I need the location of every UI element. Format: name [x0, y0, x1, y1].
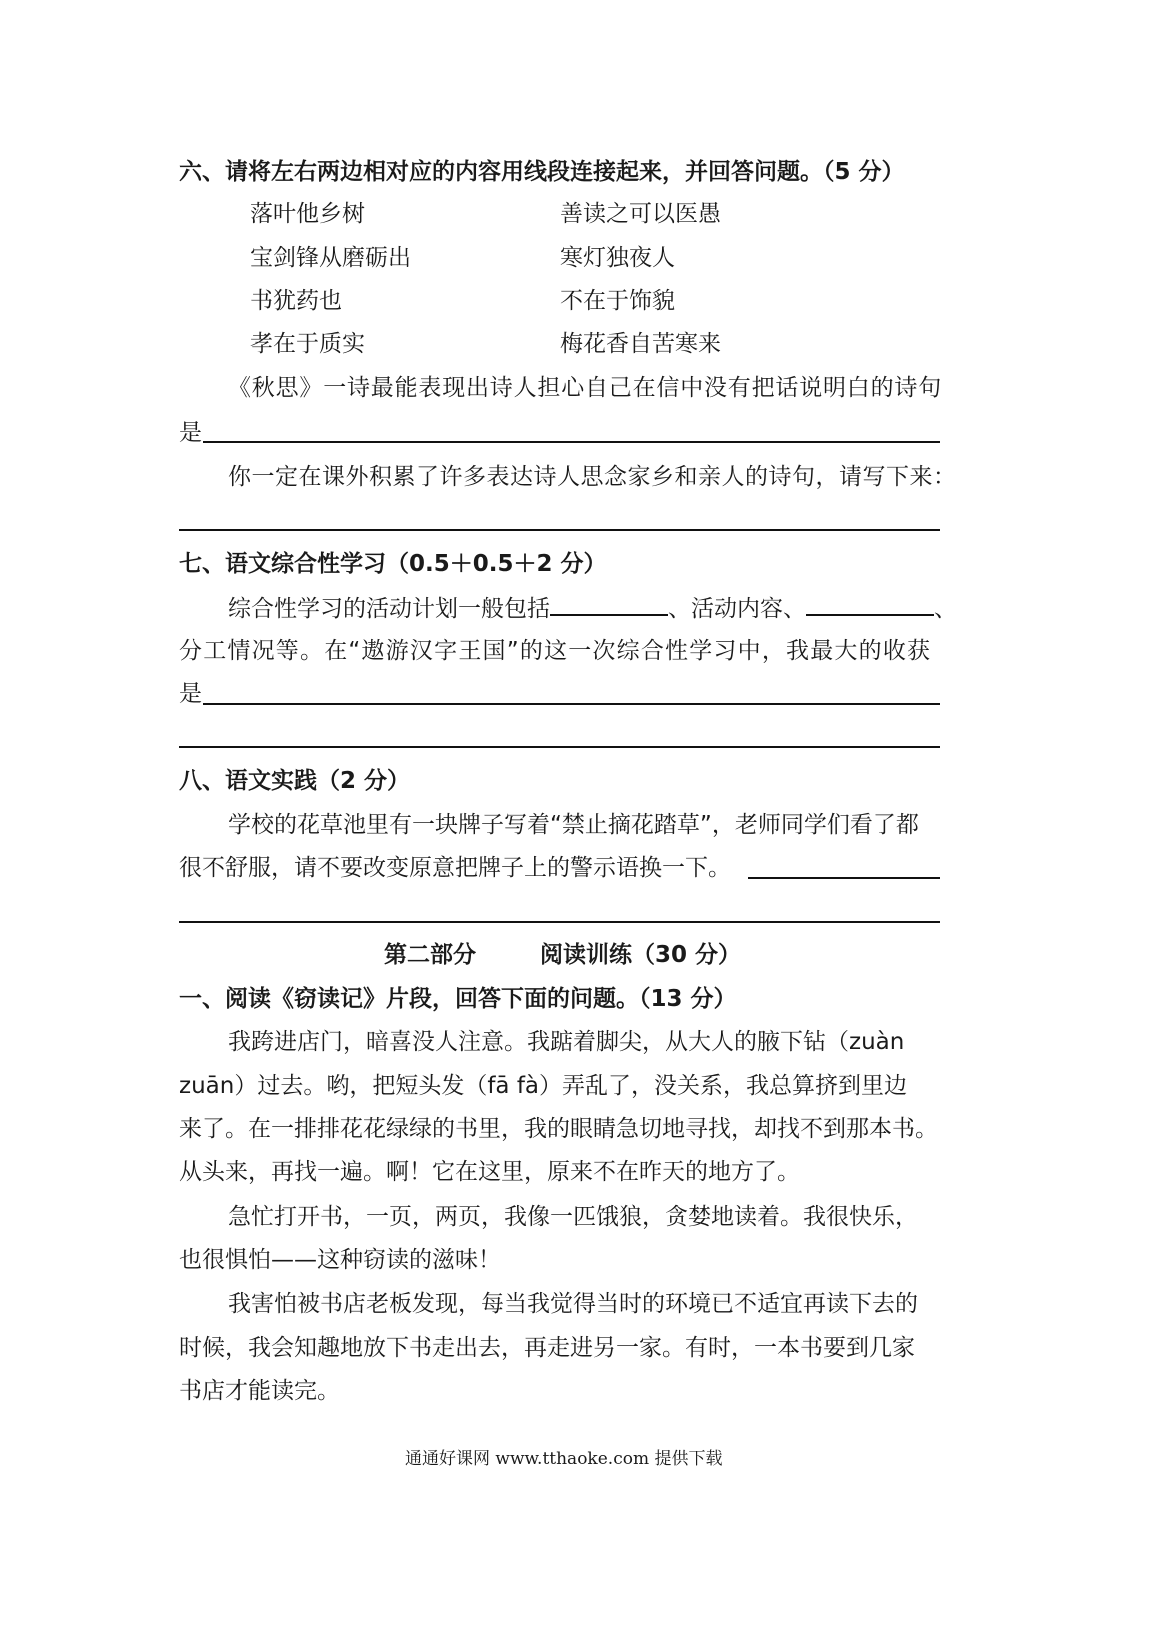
footer-credit: 通通好课网 www.tthaoke.com 提供下载	[405, 1449, 723, 1469]
passage-line: 来了。在一排排花花绿绿的书里，我的眼睛急切地寻找，却找不到那本书。	[179, 1116, 938, 1142]
q6-question-2: 你一定在课外积累了许多表达诗人思念家乡和亲人的诗句，请写下来：	[228, 464, 957, 490]
q8-line-1: 学校的花草池里有一块牌子写着“禁止摘花踏草”，老师同学们看了都	[228, 812, 919, 838]
q6-answer-blank-1[interactable]	[203, 441, 940, 443]
match-right-item: 不在于饰貌	[560, 288, 675, 314]
match-left-item: 落叶他乡树	[250, 201, 365, 227]
q7-answer-blank[interactable]	[203, 703, 940, 705]
q6-question-1-cont: 是	[179, 420, 202, 446]
q7-line-3: 是	[179, 681, 202, 707]
part2-title: 阅读训练（30 分）	[540, 942, 742, 968]
q7-line-2: 分工情况等。在“遨游汉字王国”的这一次综合性学习中，我最大的收获	[179, 638, 932, 664]
match-left-item: 书犹药也	[250, 288, 342, 314]
q6-answer-blank-2[interactable]	[179, 529, 940, 531]
r1-heading: 一、阅读《窃读记》片段，回答下面的问题。（13 分）	[179, 986, 737, 1012]
q7-blank-1[interactable]	[550, 592, 668, 616]
match-right-item: 寒灯独夜人	[560, 245, 675, 271]
match-right-item: 善读之可以医愚	[560, 201, 721, 227]
q7-text-b: 、活动内容、	[668, 596, 806, 622]
q7-heading: 七、语文综合性学习（0.5＋0.5＋2 分）	[179, 551, 607, 577]
q7-text-c: 、	[934, 596, 957, 622]
passage-line: zuān）过去。哟，把短头发（fā fà）弄乱了，没关系，我总算挤到里边	[179, 1073, 908, 1099]
passage-line: 也很惧怕——这种窃读的滋味！	[179, 1247, 501, 1273]
q7-answer-blank-2[interactable]	[179, 746, 940, 748]
passage-line: 我害怕被书店老板发现，每当我觉得当时的环境已不适宜再读下去的	[228, 1291, 918, 1317]
part2-label: 第二部分	[384, 942, 476, 968]
match-left-item: 宝剑锋从磨砺出	[250, 245, 411, 271]
q7-text-a: 综合性学习的活动计划一般包括	[228, 596, 550, 622]
passage-line: 急忙打开书，一页，两页，我像一匹饿狼，贪婪地读着。我很快乐，	[228, 1204, 918, 1230]
q8-line-2: 很不舒服，请不要改变原意把牌子上的警示语换一下。	[179, 855, 731, 881]
passage-line: 时候，我会知趣地放下书走出去，再走进另一家。有时，一本书要到几家	[179, 1335, 915, 1361]
passage-line: 从头来，再找一遍。啊！它在这里，原来不在昨天的地方了。	[179, 1159, 800, 1185]
passage-line: 我跨进店门，暗喜没人注意。我踮着脚尖，从大人的腋下钻（zuàn	[228, 1029, 905, 1055]
passage-line: 书店才能读完。	[179, 1378, 340, 1404]
q6-heading: 六、请将左右两边相对应的内容用线段连接起来，并回答问题。（5 分）	[179, 159, 905, 185]
q8-answer-blank-1[interactable]	[748, 877, 940, 879]
match-left-item: 孝在于质实	[250, 331, 365, 357]
q8-answer-blank-2[interactable]	[179, 921, 940, 923]
q7-blank-2[interactable]	[806, 592, 934, 616]
match-right-item: 梅花香自苦寒来	[560, 331, 721, 357]
q7-line-1	[228, 592, 957, 624]
q6-question-1: 《秋思》一诗最能表现出诗人担心自己在信中没有把话说明白的诗句	[228, 375, 942, 401]
q8-heading: 八、语文实践（2 分）	[179, 768, 411, 794]
